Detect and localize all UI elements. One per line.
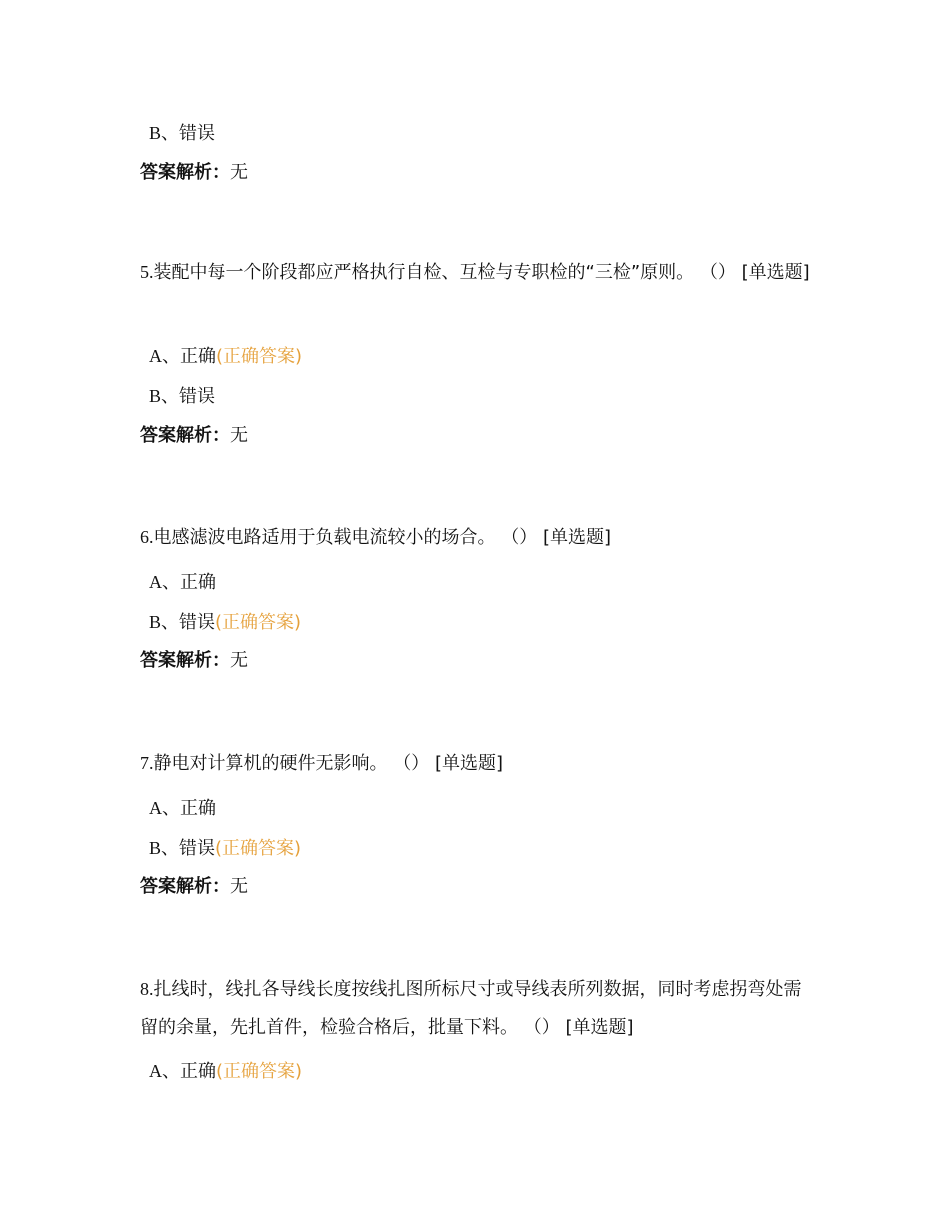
option-letter: A bbox=[149, 798, 162, 818]
answer-analysis bbox=[140, 649, 248, 673]
option-row bbox=[149, 610, 301, 635]
option-letter: A bbox=[149, 1061, 162, 1081]
option-text: 正确 bbox=[180, 1061, 216, 1082]
option-separator: 、 bbox=[162, 1061, 180, 1082]
option-text: 正确 bbox=[180, 346, 216, 367]
option-row bbox=[149, 836, 301, 861]
question-number: 5. bbox=[140, 262, 154, 282]
option-text: 正确 bbox=[180, 798, 216, 819]
correct-answer-marker: (正确答案) bbox=[216, 1061, 303, 1082]
correct-answer-marker: (正确答案) bbox=[215, 838, 302, 859]
analysis-text: 无 bbox=[230, 876, 248, 897]
question-body: 扎线时，线扎各导线长度按线扎图所标尺寸或导线表所列数据，同时考虑拐弯处需留的余量，先扎首件，检验合格后，批量下料。 （） [单选题] bbox=[140, 979, 802, 1038]
analysis-label: 答案解析： bbox=[140, 162, 230, 183]
option-separator: 、 bbox=[162, 798, 180, 819]
question-body: 装配中每一个阶段都应严格执行自检、互检与专职检的“三检”原则。 （） [单选题] bbox=[153, 262, 810, 283]
question-body: 电感滤波电路适用于负载电流较小的场合。 （） [单选题] bbox=[153, 527, 611, 548]
option-text: 错误 bbox=[179, 386, 216, 407]
question-text bbox=[140, 253, 812, 292]
question-text bbox=[140, 970, 812, 1047]
analysis-text: 无 bbox=[230, 650, 248, 671]
option-row bbox=[149, 121, 215, 146]
option-row bbox=[149, 344, 302, 369]
analysis-label: 答案解析： bbox=[140, 650, 230, 671]
analysis-label: 答案解析： bbox=[140, 876, 230, 897]
option-text: 错误 bbox=[179, 123, 216, 144]
option-row bbox=[149, 570, 216, 595]
analysis-label: 答案解析： bbox=[140, 425, 230, 446]
option-row bbox=[149, 1059, 302, 1084]
option-separator: 、 bbox=[161, 386, 180, 407]
option-letter: A bbox=[149, 572, 162, 592]
option-separator: 、 bbox=[162, 572, 180, 593]
option-separator: 、 bbox=[161, 612, 180, 633]
answer-analysis bbox=[140, 161, 248, 185]
question-text bbox=[140, 518, 812, 557]
option-text: 错误 bbox=[179, 838, 216, 859]
question-body: 静电对计算机的硬件无影响。 （） [单选题] bbox=[153, 753, 503, 774]
correct-answer-marker: (正确答案) bbox=[215, 612, 302, 633]
answer-analysis bbox=[140, 424, 248, 448]
option-separator: 、 bbox=[161, 838, 180, 859]
option-separator: 、 bbox=[162, 346, 180, 367]
correct-answer-marker: (正确答案) bbox=[216, 346, 303, 367]
option-text: 错误 bbox=[179, 612, 216, 633]
option-separator: 、 bbox=[161, 123, 180, 144]
question-number: 7. bbox=[140, 753, 154, 773]
option-row bbox=[149, 384, 215, 409]
option-letter: B bbox=[149, 123, 162, 143]
option-letter: A bbox=[149, 346, 162, 366]
analysis-text: 无 bbox=[230, 425, 248, 446]
option-row bbox=[149, 796, 216, 821]
option-text: 正确 bbox=[180, 572, 216, 593]
question-number: 8. bbox=[140, 979, 154, 999]
answer-analysis bbox=[140, 875, 248, 899]
analysis-text: 无 bbox=[230, 162, 248, 183]
option-letter: B bbox=[149, 386, 162, 406]
option-letter: B bbox=[149, 612, 162, 632]
option-letter: B bbox=[149, 838, 162, 858]
question-text bbox=[140, 744, 812, 783]
question-number: 6. bbox=[140, 527, 154, 547]
